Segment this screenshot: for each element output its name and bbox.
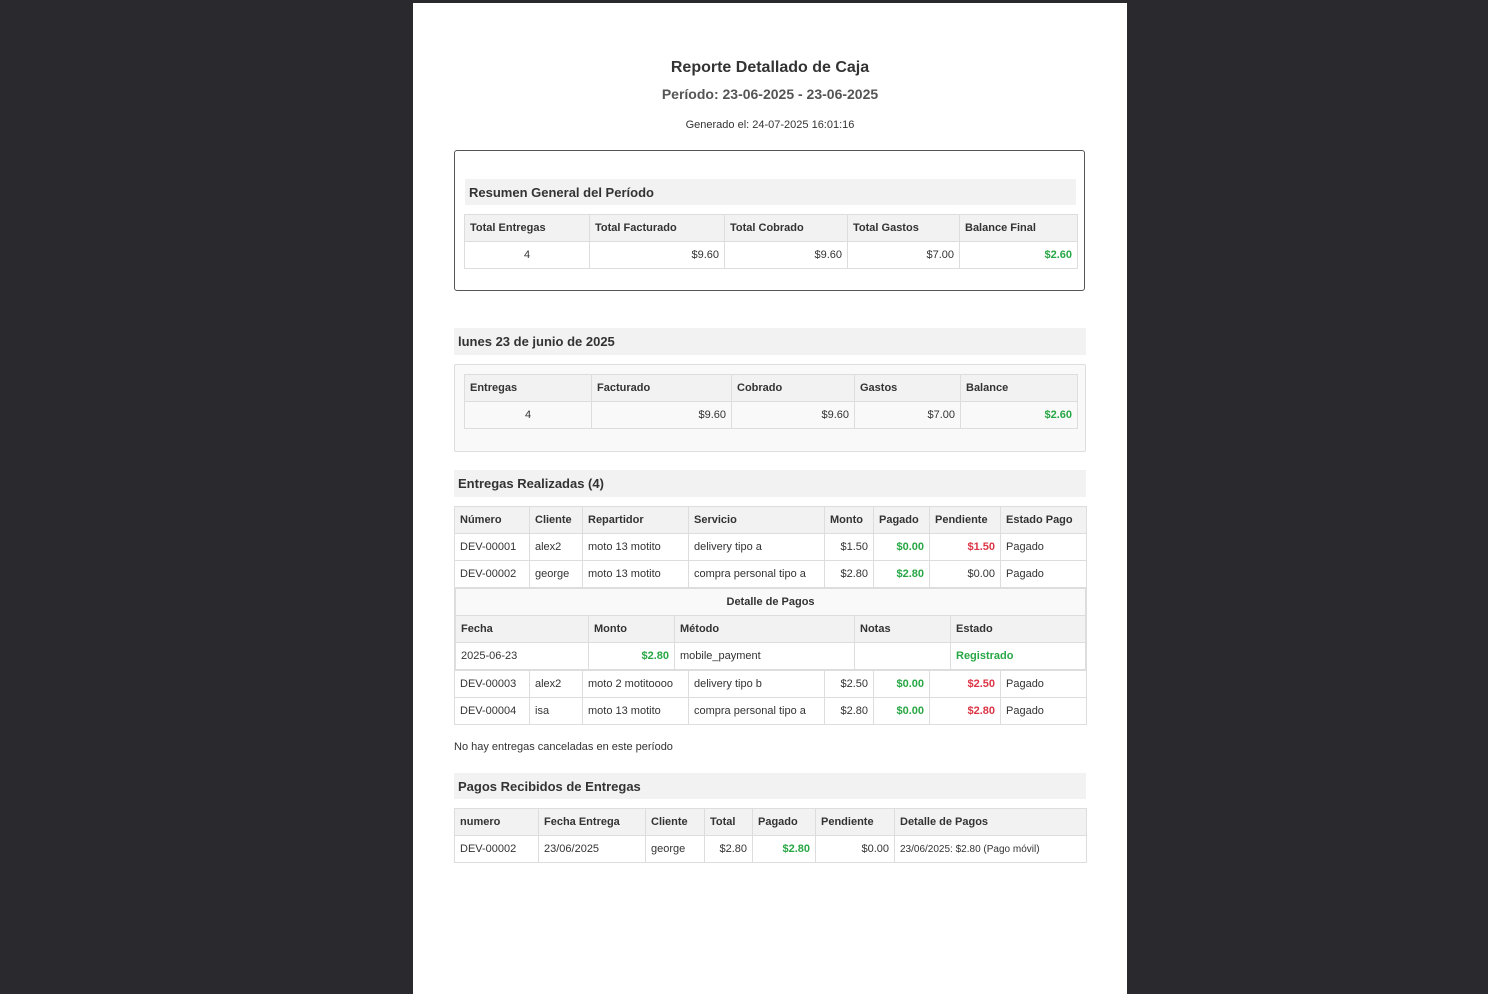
deliveries-header: Cliente: [530, 507, 583, 534]
day-value-row: [465, 402, 1078, 429]
report-period: Período: 23-06-2025 - 23-06-2025: [661, 86, 879, 102]
summary-header: Total Facturado: [590, 215, 725, 242]
summary-header: Balance Final: [960, 215, 1078, 242]
payment-status: Registrado: [951, 643, 1086, 670]
day-cobrado: $9.60: [732, 402, 855, 429]
delivery-courier: moto 13 motito: [583, 534, 689, 561]
deliveries-header: Servicio: [689, 507, 825, 534]
payment-detail-header: Monto: [589, 616, 675, 643]
payment-client: george: [646, 836, 705, 863]
day-header-row: [465, 375, 1078, 402]
delivery-pending: $2.50: [930, 671, 1001, 698]
table-row: [456, 643, 1086, 670]
day-gastos: $7.00: [855, 402, 961, 429]
payment-notes: [855, 643, 951, 670]
payment-paid: $2.80: [753, 836, 816, 863]
summary-total-cobrado: $9.60: [725, 242, 848, 269]
delivery-client: isa: [530, 698, 583, 725]
payments-header: Total: [705, 809, 753, 836]
table-row: [455, 561, 1087, 588]
summary-header: Total Gastos: [848, 215, 960, 242]
payments-header: Fecha Entrega: [539, 809, 646, 836]
summary-header: Total Cobrado: [725, 215, 848, 242]
delivery-number: DEV-00001: [455, 534, 530, 561]
delivery-pending: $2.80: [930, 698, 1001, 725]
payments-header: Pagado: [753, 809, 816, 836]
summary-header: Total Entregas: [465, 215, 590, 242]
payments-header: Cliente: [646, 809, 705, 836]
delivery-payment-status: Pagado: [1001, 671, 1087, 698]
deliveries-table: [454, 506, 1087, 725]
payment-details: 23/06/2025: $2.80 (Pago móvil): [895, 836, 1087, 863]
delivery-paid: $0.00: [874, 534, 930, 561]
day-summary-box: [454, 364, 1086, 452]
summary-header-row: [465, 215, 1078, 242]
delivery-amount: $2.50: [825, 671, 874, 698]
summary-table: [464, 214, 1078, 269]
payment-detail-cell: [455, 588, 1087, 671]
delivery-number: DEV-00002: [455, 561, 530, 588]
day-entregas: 4: [465, 402, 592, 429]
report-generated-date: Generado el: 24-07-2025 16:01:16: [685, 119, 855, 131]
delivery-payment-status: Pagado: [1001, 534, 1087, 561]
payments-header: numero: [455, 809, 539, 836]
table-row: [455, 671, 1087, 698]
delivery-payment-status: Pagado: [1001, 561, 1087, 588]
delivery-paid: $2.80: [874, 561, 930, 588]
delivery-service: compra personal tipo a: [689, 698, 825, 725]
payment-date: 2025-06-23: [456, 643, 589, 670]
day-heading: lunes 23 de junio de 2025: [454, 328, 1086, 355]
payment-detail-title-row: [456, 589, 1086, 616]
delivery-pending: $1.50: [930, 534, 1001, 561]
delivery-amount: $1.50: [825, 534, 874, 561]
summary-total-facturado: $9.60: [590, 242, 725, 269]
summary-balance-final: $2.60: [960, 242, 1078, 269]
payment-pending: $0.00: [816, 836, 895, 863]
payment-detail-header-row: [456, 616, 1086, 643]
payments-heading: Pagos Recibidos de Entregas: [454, 773, 1086, 799]
deliveries-header: Número: [455, 507, 530, 534]
payments-header-row: [455, 809, 1087, 836]
delivery-number: DEV-00003: [455, 671, 530, 698]
day-header: Gastos: [855, 375, 961, 402]
day-header: Facturado: [592, 375, 732, 402]
payment-method: mobile_payment: [675, 643, 855, 670]
deliveries-header: Pendiente: [930, 507, 1001, 534]
report-page: [413, 3, 1127, 994]
payments-header: Pendiente: [816, 809, 895, 836]
summary-box: [454, 150, 1085, 291]
delivery-courier: moto 2 motitoooo: [583, 671, 689, 698]
deliveries-header: Estado Pago: [1001, 507, 1087, 534]
report-title: Reporte Detallado de Caja: [670, 59, 870, 76]
day-header: Cobrado: [732, 375, 855, 402]
summary-heading: Resumen General del Período: [465, 179, 1076, 205]
delivery-payment-status: Pagado: [1001, 698, 1087, 725]
day-facturado: $9.60: [592, 402, 732, 429]
no-cancelled-note: No hay entregas canceladas en este período: [454, 741, 673, 753]
table-row: [455, 698, 1087, 725]
delivery-courier: moto 13 motito: [583, 561, 689, 588]
summary-total-entregas: 4: [465, 242, 590, 269]
delivery-client: alex2: [530, 671, 583, 698]
day-balance: $2.60: [961, 402, 1078, 429]
delivery-paid: $0.00: [874, 671, 930, 698]
day-summary-table: [464, 374, 1078, 429]
deliveries-header-row: [455, 507, 1087, 534]
delivery-client: alex2: [530, 534, 583, 561]
delivery-number: DEV-00004: [455, 698, 530, 725]
deliveries-header: Pagado: [874, 507, 930, 534]
delivery-service: delivery tipo a: [689, 534, 825, 561]
payments-header: Detalle de Pagos: [895, 809, 1087, 836]
summary-total-gastos: $7.00: [848, 242, 960, 269]
table-row: [455, 836, 1087, 863]
payment-detail-heading: Detalle de Pagos: [456, 589, 1086, 616]
payment-delivery-date: 23/06/2025: [539, 836, 646, 863]
delivery-amount: $2.80: [825, 698, 874, 725]
delivery-amount: $2.80: [825, 561, 874, 588]
summary-value-row: [465, 242, 1078, 269]
delivery-paid: $0.00: [874, 698, 930, 725]
deliveries-header: Repartidor: [583, 507, 689, 534]
day-header: Balance: [961, 375, 1078, 402]
day-header: Entregas: [465, 375, 592, 402]
payment-detail-header: Fecha: [456, 616, 589, 643]
delivery-service: delivery tipo b: [689, 671, 825, 698]
payment-detail-header: Estado: [951, 616, 1086, 643]
payment-detail-table: [455, 588, 1086, 670]
payment-detail-header: Método: [675, 616, 855, 643]
delivery-service: compra personal tipo a: [689, 561, 825, 588]
delivery-courier: moto 13 motito: [583, 698, 689, 725]
payments-table: [454, 808, 1087, 863]
delivery-pending: $0.00: [930, 561, 1001, 588]
deliveries-heading: Entregas Realizadas (4): [454, 470, 1086, 497]
deliveries-header: Monto: [825, 507, 874, 534]
payment-amount: $2.80: [589, 643, 675, 670]
payment-detail-row: [455, 588, 1087, 671]
payment-delivery-number: DEV-00002: [455, 836, 539, 863]
payment-detail-header: Notas: [855, 616, 951, 643]
delivery-client: george: [530, 561, 583, 588]
table-row: [455, 534, 1087, 561]
payment-total: $2.80: [705, 836, 753, 863]
